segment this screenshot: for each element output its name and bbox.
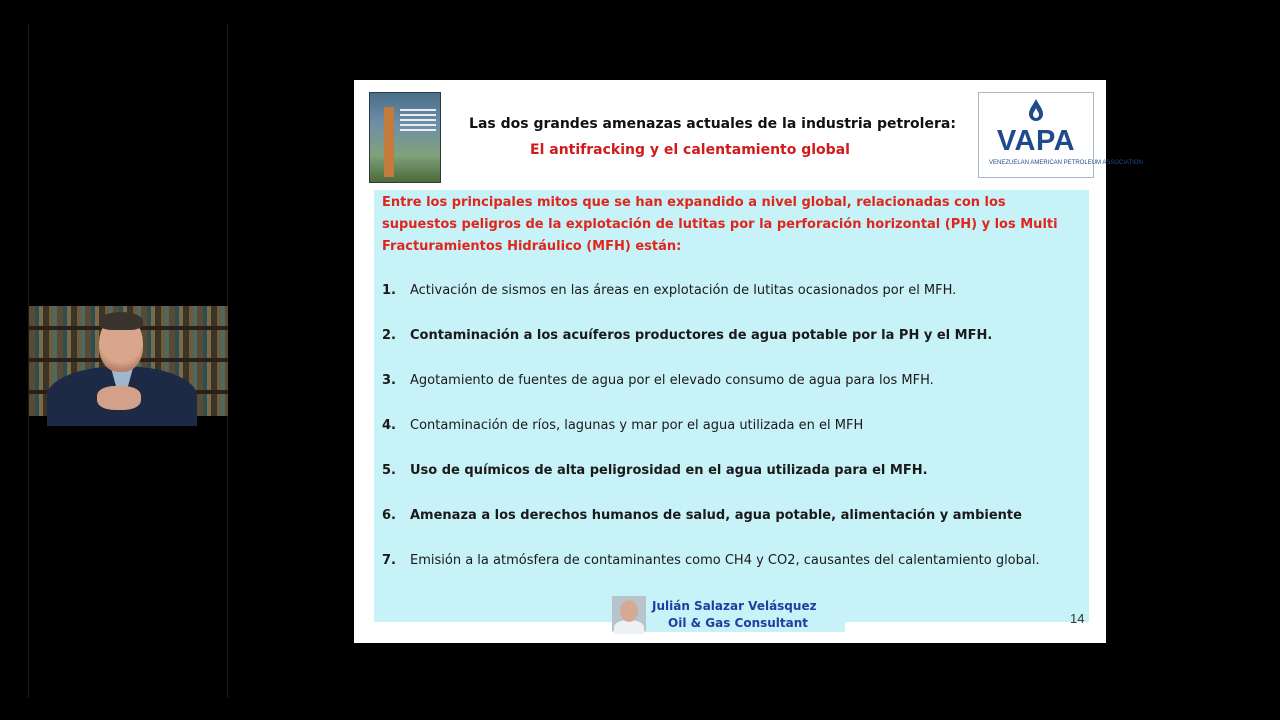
slide-page-number: 14 bbox=[1070, 611, 1085, 626]
list-item-number: 6. bbox=[382, 508, 396, 523]
speaker-hands bbox=[97, 386, 141, 410]
list-item-text: Agotamiento de fuentes de agua por el elevado consumo de agua para los MFH. bbox=[410, 373, 934, 388]
list-item-text: Contaminación a los acuíferos productores de agua potable por la PH y el MFH. bbox=[410, 328, 993, 343]
slide-title: Las dos grandes amenazas actuales de la industria petrolera: bbox=[469, 116, 956, 132]
list-item-text: Uso de químicos de alta peligrosidad en el agua utilizada para el MFH. bbox=[410, 463, 928, 478]
logo-tagline: VENEZUELAN AMERICAN PETROLEUM ASSOCIATION bbox=[989, 160, 1143, 166]
presentation-slide bbox=[354, 80, 1143, 643]
author-name: Julián Salazar Velásquez bbox=[652, 599, 817, 613]
slide-content-box bbox=[374, 190, 1089, 622]
author-avatar bbox=[612, 596, 646, 631]
list-item-number: 3. bbox=[382, 373, 396, 388]
list-item-number: 7. bbox=[382, 553, 396, 568]
list-item-text: Emisión a la atmósfera de contaminantes como CH4 y CO2, causantes del calentamiento global. bbox=[410, 553, 1040, 568]
author-role: Oil & Gas Consultant bbox=[668, 616, 809, 630]
avatar-shoulders bbox=[614, 620, 644, 634]
list-item-number: 1. bbox=[382, 283, 396, 298]
author-credit bbox=[612, 595, 845, 632]
logo-wordmark: VAPA bbox=[996, 125, 1076, 157]
list-item-number: 5. bbox=[382, 463, 396, 478]
oil-rig-icon bbox=[384, 107, 394, 177]
intro-paragraph: Entre los principales mitos que se han expandido a nivel global, relacionadas con los supuestos peligros de la explotación de lutitas por la perforación horizontal (PH) y los Multi Fracturamientos Hidráulico (MFH) están: bbox=[382, 195, 1058, 254]
vapa-logo bbox=[978, 92, 1143, 178]
book-cover-image bbox=[369, 92, 441, 183]
list-item-text: Contaminación de ríos, lagunas y mar por el agua utilizada en el MFH bbox=[410, 418, 864, 433]
speaker-hair bbox=[99, 312, 143, 330]
oil-drop-icon bbox=[1027, 98, 1045, 122]
book-title-decoration bbox=[400, 109, 436, 133]
participant-panel bbox=[28, 24, 228, 698]
avatar-face bbox=[620, 600, 638, 622]
list-item-text: Amenaza a los derechos humanos de salud, agua potable, alimentación y ambiente bbox=[410, 508, 1022, 523]
list-item-number: 4. bbox=[382, 418, 396, 433]
slide-subtitle: El antifracking y el calentamiento global bbox=[530, 142, 850, 158]
participant-video-tile[interactable] bbox=[29, 306, 228, 416]
list-item-text: Activación de sismos en las áreas en explotación de lutitas ocasionados por el MFH. bbox=[410, 283, 957, 298]
list-item-number: 2. bbox=[382, 328, 396, 343]
